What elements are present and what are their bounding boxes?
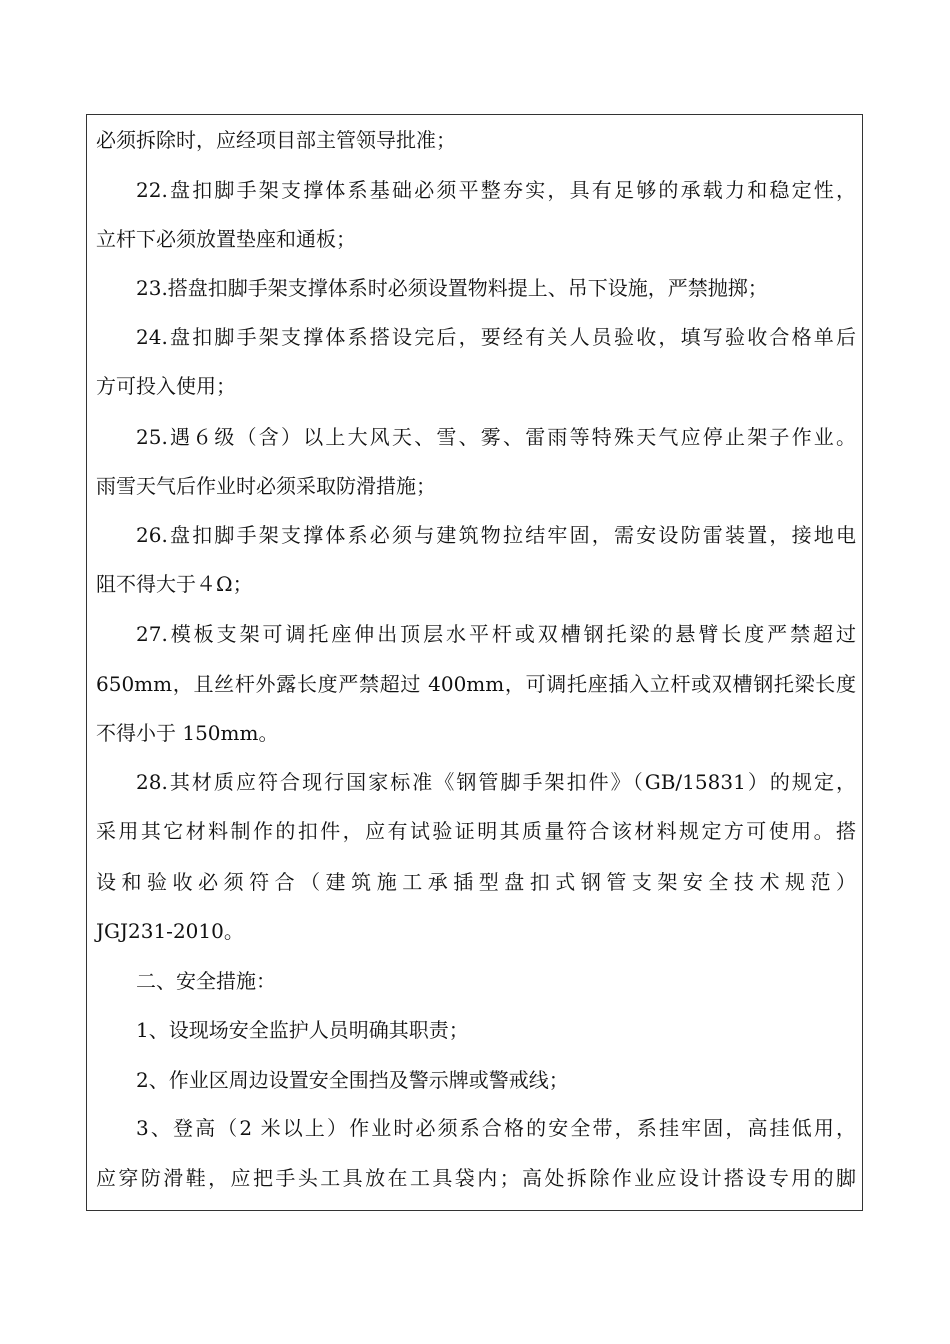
text-line: 23.搭盘扣脚手架支撑体系时必须设置物料提上、吊下设施，严禁抛掷； (136, 276, 768, 300)
text-line: 雨雪天气后作业时必须采取防滑措施； (96, 474, 436, 498)
text-line: 必须拆除时，应经项目部主管领导批准； (96, 128, 456, 152)
text-line: 设和验收必须符合（建筑施工承插型盘扣式钢管支架安全技术规范） (96, 870, 856, 894)
text-line: 27.模板支架可调托座伸出顶层水平杆或双槽钢托梁的悬臂长度严禁超过 (136, 622, 856, 646)
text-line: 24.盘扣脚手架支撑体系搭设完后，要经有关人员验收，填写验收合格单后 (136, 325, 856, 349)
text-line: 25.遇６级（含）以上大风天、雪、雾、雷雨等特殊天气应停止架子作业。 (136, 425, 856, 449)
section-heading: 二、安全措施： (136, 969, 276, 993)
text-line: 28.其材质应符合现行国家标准《钢管脚手架扣件》（GB/15831）的规定， (136, 770, 856, 794)
text-line: JGJ231-2010。 (96, 919, 244, 943)
text-line: 采用其它材料制作的扣件，应有试验证明其质量符合该材料规定方可使用。搭 (96, 819, 856, 843)
text-line: 立杆下必须放置垫座和通板； (96, 227, 356, 251)
text-line: 方可投入使用； (96, 374, 236, 398)
text-line: 3、登高（2 米以上）作业时必须系合格的安全带，系挂牢固，高挂低用， (136, 1116, 856, 1140)
text-line: 26.盘扣脚手架支撑体系必须与建筑物拉结牢固，需安设防雷装置，接地电 (136, 523, 856, 547)
text-line: 不得小于 150mm。 (96, 721, 279, 745)
text-line: 应穿防滑鞋，应把手头工具放在工具袋内；高处拆除作业应设计搭设专用的脚 (96, 1166, 856, 1190)
text-line: 1、设现场安全监护人员明确其职责； (136, 1018, 469, 1042)
text-line: 650mm，且丝杆外露长度严禁超过 400mm，可调托座插入立杆或双槽钢托梁长度 (96, 672, 856, 696)
text-line: 阻不得大于４Ω； (96, 572, 253, 596)
text-line: 2、作业区周边设置安全围挡及警示牌或警戒线； (136, 1068, 569, 1092)
text-line: 22.盘扣脚手架支撑体系基础必须平整夯实，具有足够的承载力和稳定性， (136, 178, 856, 202)
